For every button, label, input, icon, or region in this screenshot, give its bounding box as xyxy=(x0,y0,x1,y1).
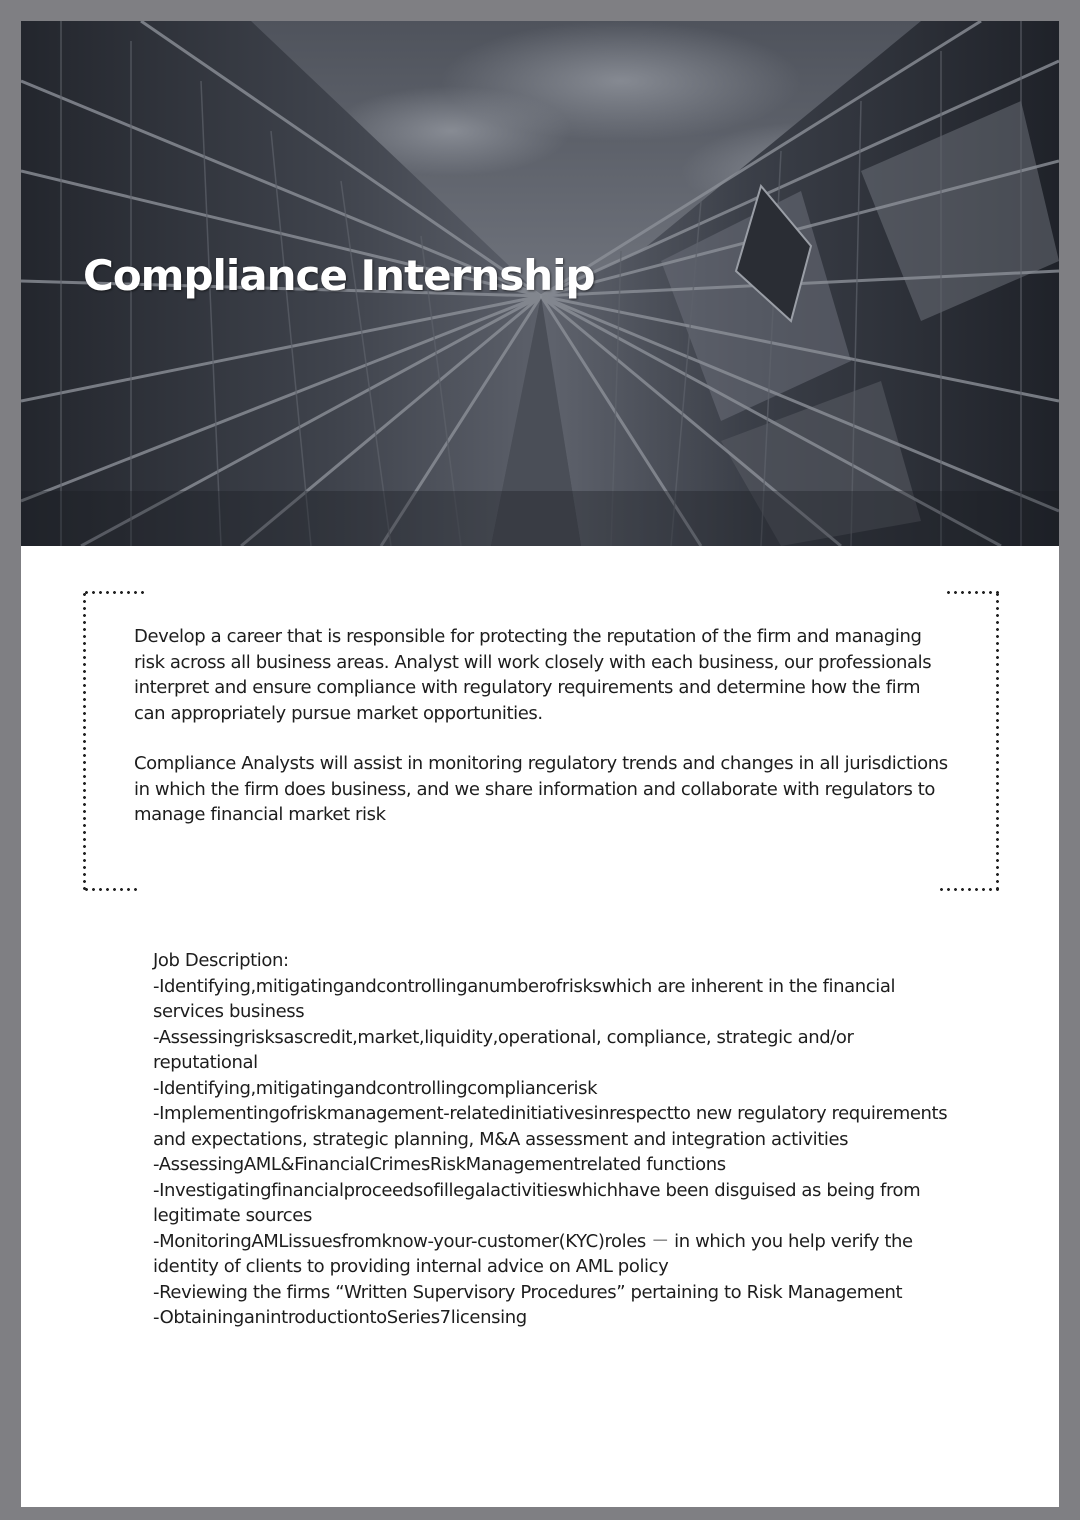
job-description-list xyxy=(153,974,953,1331)
list-item: -Identifying,mitigatingandcontrollingcompliancerisk xyxy=(153,1077,598,1099)
intro-paragraph: Develop a career that is responsible for protecting the reputation of the firm and managing risk across all business areas. Analyst will work closely with each business, our professionals interpret and ensure compliance with regulatory requirements and determine how the firm can appropriately pursue market opportunities. xyxy=(134,626,932,724)
list-item: -Assessingrisksascredit,market,liquidity,operational, compliance, strategic and/or reputational xyxy=(153,1026,854,1073)
list-item: -Investigatingfinancialproceedsofillegalactivitieswhichhave been disguised as being from legitimate sources xyxy=(153,1179,921,1226)
frame-top-left-dots xyxy=(83,591,147,594)
hero-banner xyxy=(21,21,1059,546)
frame-bottom-left-dots xyxy=(83,888,139,891)
job-description-section xyxy=(153,948,953,1331)
list-item: -MonitoringAMLissuesfromknow-your-customer(KYC)roles － in which you help verify the identity of clients to providing internal advice on AML policy xyxy=(153,1230,913,1277)
job-description-heading: Job Description: xyxy=(153,950,289,971)
list-item: -AssessingAML&FinancialCrimesRiskManagementrelated functions xyxy=(153,1154,726,1175)
frame-top-right-dots xyxy=(945,591,999,594)
list-item: -ObtaininganintroductiontoSeries7licensing xyxy=(153,1307,527,1328)
frame-left-dots xyxy=(83,591,86,891)
list-item: -Reviewing the firms “Written Supervisory Procedures” pertaining to Risk Management xyxy=(153,1281,903,1303)
document-page xyxy=(21,21,1059,1507)
list-item: -Identifying,mitigatingandcontrollinganumberofriskswhich are inherent in the financial services business xyxy=(153,975,896,1022)
frame-right-dots xyxy=(996,591,999,891)
list-item: -Implementingofriskmanagement-relatedinitiativesinrespectto new regulatory requirements and expectations, strategic planning, M&A assessment and integration activities xyxy=(153,1103,948,1150)
frame-bottom-right-dots xyxy=(938,888,999,891)
intro-text xyxy=(134,624,954,853)
intro-paragraph: Compliance Analysts will assist in monitoring regulatory trends and changes in all jurisdictions in which the firm does business, and we share information and collaborate with regulators to manage financial market risk xyxy=(134,753,948,825)
page-title: Compliance Internship xyxy=(83,251,595,300)
